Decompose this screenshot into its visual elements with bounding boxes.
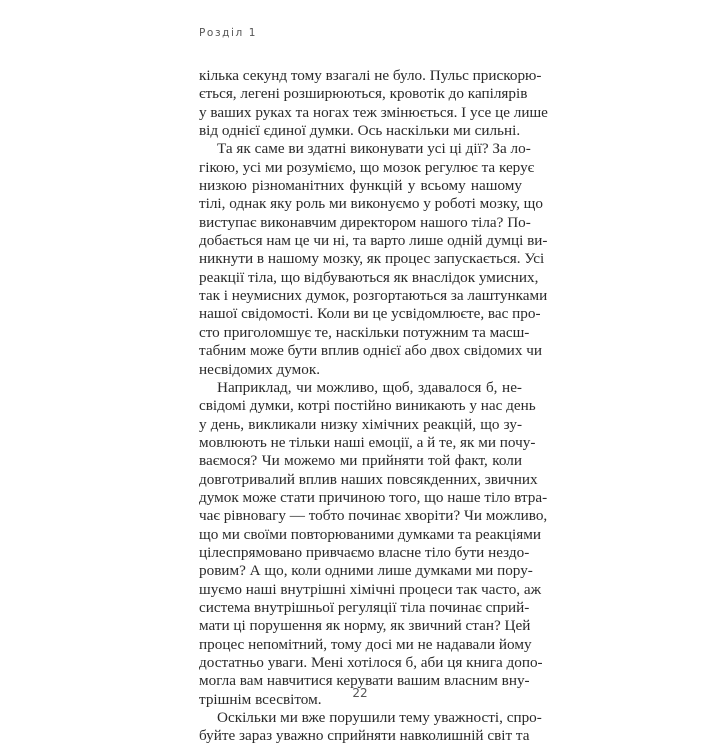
text-line: достатньо уваги. Мені хотілося б, аби ця книга допо- (199, 654, 543, 671)
text-line: свідомі думки, котрі постійно виникають у нас день (199, 397, 536, 415)
text-line: процес непомітний, тому досі ми не надавали йому (199, 635, 532, 653)
text-line: сто приголомшує те, наскільки потужним та масш- (199, 323, 530, 341)
body-text (199, 67, 548, 746)
text-line: від однієї єдиної думки. Ось наскільки ми сильні. (199, 122, 521, 140)
text-line: у ваших руках та ногах теж змінюється. І усе це лише (199, 103, 548, 121)
paragraph-4 (199, 709, 542, 746)
text-line: мовлюють не тільки наші емоції, а й те, як ми почу- (199, 433, 536, 451)
text-line: що ми своїми повторюваними думками та реакціями (199, 525, 541, 543)
text-line: Та як саме ви здатні виконувати усі ці дії? За ло- (217, 140, 531, 158)
paragraph-3 (199, 378, 548, 709)
text-line: чає рівновагу — тобто починає хворіти? Чи можливо, (199, 507, 548, 525)
text-line: так і неумисних думок, розгортаються за лаштунками (199, 287, 548, 305)
text-line: шуємо наші внутрішні хімічні процеси так часто, аж (199, 580, 542, 598)
running-head: Розділ 1 (199, 27, 258, 39)
text-line: довготривалий вплив наших повсякденних, звичних (199, 470, 538, 488)
paragraph-2 (199, 140, 548, 378)
text-line: система внутрішньої регуляції тіла починає сприй- (199, 598, 530, 616)
text-line: буйте зараз уважно сприйняти навколишній світ та (199, 727, 530, 745)
text-line: реакції тіла, що відбуваються як внаслідок умисних, (199, 268, 539, 286)
text-line: никнути в нашому мозку, як процес запускається. Усі (199, 250, 545, 268)
text-line: виступає виконавчим директором нашого тіла? По- (199, 213, 531, 231)
paragraph-1 (199, 67, 548, 140)
text-line: несвідомих думок. (199, 360, 321, 378)
text-line: гікою, усі ми розуміємо, що мозок регулює та керує (199, 158, 535, 176)
text-line: кілька секунд тому взагалі не було. Пульс прискорю- (199, 67, 542, 84)
text-line: низкою різноманітних функцій у всьому нашому (199, 177, 522, 195)
text-line: ється, легені розширюються, кровотік до капілярів (199, 85, 528, 103)
text-line: Наприклад, чи можливо, щоб, здавалося б, не- (217, 378, 522, 396)
text-line: трішнім всесвітом. (199, 690, 322, 708)
text-line: ваємося? Чи можемо ми прийняти той факт, коли (199, 452, 522, 470)
text-line: табним може бути вплив однієї або двох свідомих чи (199, 342, 542, 360)
text-line: тілі, однак яку роль ми виконуємо у роботі мозку, що (199, 195, 543, 213)
page-number: 22 (352, 686, 368, 700)
text-line: у день, викликали низку хімічних реакцій, що зу- (199, 415, 522, 433)
text-line: нашої свідомості. Коли ви це усвідомлюєте, вас про- (199, 305, 541, 323)
text-line: мати ці порушення як норму, як звичний стан? Цей (199, 617, 531, 635)
text-line: добається нам це чи ні, та варто лише одній думці ви- (199, 232, 548, 250)
text-line: могла вам навчитися керувати вашим власним вну- (199, 672, 530, 690)
text-line: думок може стати причиною того, що наше тіло втра- (199, 488, 548, 506)
text-line: Оскільки ми вже порушили тему уважності, спро- (217, 709, 542, 727)
text-line: цілеспрямовано привчаємо власне тіло бути нездо- (199, 543, 530, 561)
text-line: ровим? А що, коли одними лише думками ми пору- (199, 562, 533, 580)
